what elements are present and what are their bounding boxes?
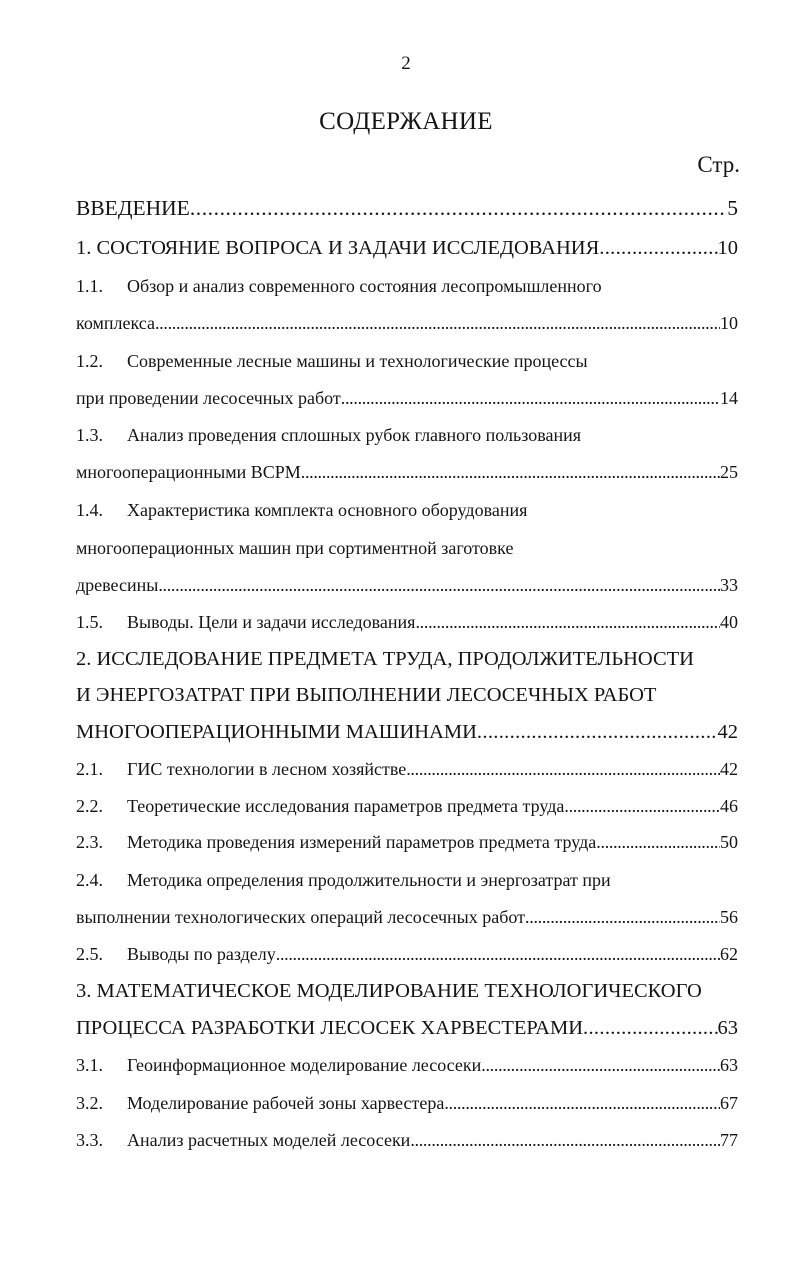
toc-entry-1-1-continued[interactable] bbox=[76, 307, 738, 339]
toc-entry-1-4-continued-2[interactable] bbox=[76, 569, 738, 601]
toc-entry-2-2[interactable] bbox=[76, 790, 738, 822]
toc-section-number: 1.5. bbox=[76, 612, 103, 632]
toc-page-number: 40 bbox=[720, 612, 738, 632]
toc-entry-2-4[interactable] bbox=[76, 864, 738, 896]
toc-entry-3-1[interactable] bbox=[76, 1049, 738, 1081]
toc-entry-chapter-2-continued[interactable] bbox=[76, 679, 738, 711]
toc-entry-chapter-2-continued-2[interactable] bbox=[76, 716, 738, 748]
toc-entry-text: комплекса bbox=[76, 313, 155, 333]
toc-entry-text: МНОГООПЕРАЦИОННЫМИ МАШИНАМИ bbox=[76, 721, 477, 743]
toc-entry-text: выполнении технологических операций лесосечных работ bbox=[76, 907, 526, 927]
toc-entry-chapter-2[interactable] bbox=[76, 643, 738, 675]
toc-entry-3-3[interactable] bbox=[76, 1124, 738, 1156]
toc-leader-dots bbox=[415, 606, 720, 638]
toc-entry-text: 2. ИССЛЕДОВАНИЕ ПРЕДМЕТА ТРУДА, ПРОДОЛЖИТЕЛЬНОСТИ bbox=[76, 648, 694, 670]
toc-section-number: 1.4. bbox=[76, 500, 103, 520]
toc-page-number: 33 bbox=[720, 575, 738, 595]
toc-entry-1-4[interactable] bbox=[76, 494, 738, 526]
toc-entry-chapter-1[interactable] bbox=[76, 232, 738, 264]
toc-entry-text: Моделирование рабочей зоны харвестера bbox=[127, 1093, 445, 1113]
toc-page-number: 10 bbox=[720, 313, 738, 333]
toc-section-number: 3.1. bbox=[76, 1055, 103, 1075]
toc-entry-2-5[interactable] bbox=[76, 938, 738, 970]
toc-entry-1-5[interactable] bbox=[76, 606, 738, 638]
toc-page-number: 63 bbox=[720, 1055, 738, 1075]
toc-section-number: 2.1. bbox=[76, 759, 103, 779]
toc-entry-text: Геоинформационное моделирование лесосеки bbox=[127, 1055, 482, 1075]
toc-page-number: 42 bbox=[717, 721, 738, 743]
toc-entry-text: ПРОЦЕССА РАЗРАБОТКИ ЛЕСОСЕК ХАРВЕСТЕРАМИ bbox=[76, 1017, 584, 1039]
toc-leader-dots bbox=[155, 307, 720, 339]
toc-section-number: 2.2. bbox=[76, 796, 103, 816]
toc-page-number: 14 bbox=[720, 388, 738, 408]
toc-section-number: 3.3. bbox=[76, 1130, 103, 1150]
toc-entry-chapter-3[interactable] bbox=[76, 975, 738, 1007]
toc-page-number: 67 bbox=[720, 1093, 738, 1113]
toc-entry-1-3[interactable] bbox=[76, 419, 738, 451]
toc-page-number: 42 bbox=[720, 759, 738, 779]
toc-entry-text: ВВЕДЕНИЕ bbox=[76, 196, 190, 220]
toc-leader-dots bbox=[444, 1087, 720, 1119]
toc-section-number: 2.5. bbox=[76, 944, 103, 964]
toc-leader-dots bbox=[564, 790, 720, 822]
toc-entry-2-1[interactable] bbox=[76, 753, 738, 785]
toc-entry-text: Обзор и анализ современного состояния лесопромышленного bbox=[127, 276, 602, 296]
pages-column-label: Стр. bbox=[697, 152, 740, 177]
toc-entry-text: 1. СОСТОЯНИЕ ВОПРОСА И ЗАДАЧИ ИССЛЕДОВАНИЯ bbox=[76, 237, 600, 259]
toc-page-number: 77 bbox=[720, 1130, 738, 1150]
toc-entry-text: многооперационных машин при сортиментной заготовке bbox=[76, 538, 514, 558]
toc-page-number: 46 bbox=[720, 796, 738, 816]
toc-section-number: 2.4. bbox=[76, 870, 103, 890]
toc-section-number: 1.3. bbox=[76, 425, 103, 445]
toc-entry-text: Выводы. Цели и задачи исследования bbox=[127, 612, 416, 632]
toc-leader-dots bbox=[599, 232, 717, 264]
toc-entry-1-2-continued[interactable] bbox=[76, 382, 738, 414]
toc-leader-dots bbox=[406, 753, 720, 785]
toc-leader-dots bbox=[276, 938, 720, 970]
toc-section-number: 1.1. bbox=[76, 276, 103, 296]
toc-section-number: 1.2. bbox=[76, 351, 103, 371]
toc-title: СОДЕРЖАНИЕ bbox=[319, 108, 493, 135]
toc-page-number: 63 bbox=[717, 1017, 738, 1039]
toc-leader-dots bbox=[190, 192, 727, 224]
toc-entry-text: Современные лесные машины и технологические процессы bbox=[127, 351, 588, 371]
toc-page-number: 10 bbox=[717, 237, 738, 259]
toc-entry-text: 3. МАТЕМАТИЧЕСКОЕ МОДЕЛИРОВАНИЕ ТЕХНОЛОГИЧЕСКОГО bbox=[76, 980, 702, 1002]
toc-leader-dots bbox=[525, 901, 720, 933]
toc-leader-dots bbox=[410, 1124, 720, 1156]
toc-entry-text: при проведении лесосечных работ bbox=[76, 388, 341, 408]
toc-entry-3-2[interactable] bbox=[76, 1087, 738, 1119]
toc-page-number: 62 bbox=[720, 944, 738, 964]
toc-page-number: 25 bbox=[720, 462, 738, 482]
toc-entry-text: Анализ расчетных моделей лесосеки bbox=[127, 1130, 411, 1150]
toc-entry-text: многооперационными ВСРМ bbox=[76, 462, 301, 482]
toc-leader-dots bbox=[596, 826, 720, 858]
toc-entry-text: Методика проведения измерений параметров предмета труда bbox=[127, 832, 597, 852]
page-number: 2 bbox=[401, 53, 411, 74]
toc-leader-dots bbox=[481, 1049, 720, 1081]
toc-leader-dots bbox=[301, 456, 720, 488]
toc-entry-chapter-3-continued[interactable] bbox=[76, 1012, 738, 1044]
toc-entry-text: Выводы по разделу bbox=[127, 944, 276, 964]
toc-section-number: 3.2. bbox=[76, 1093, 103, 1113]
toc-entry-2-4-continued[interactable] bbox=[76, 901, 738, 933]
toc-page-number: 50 bbox=[720, 832, 738, 852]
toc-entry-text: Теоретические исследования параметров предмета труда bbox=[127, 796, 565, 816]
toc-leader-dots bbox=[477, 716, 718, 748]
toc-page-number: 5 bbox=[727, 196, 738, 220]
toc-entry-introduction[interactable] bbox=[76, 192, 738, 224]
toc-leader-dots bbox=[158, 569, 720, 601]
toc-leader-dots bbox=[341, 382, 720, 414]
toc-entry-text: Анализ проведения сплошных рубок главного пользования bbox=[127, 425, 581, 445]
toc-page-number: 56 bbox=[720, 907, 738, 927]
toc-entry-1-1[interactable] bbox=[76, 270, 738, 302]
toc-entry-1-4-continued[interactable] bbox=[76, 532, 738, 564]
toc-entry-1-3-continued[interactable] bbox=[76, 456, 738, 488]
toc-entry-text: Характеристика комплекта основного оборудования bbox=[127, 500, 528, 520]
toc-leader-dots bbox=[583, 1012, 717, 1044]
toc-entry-2-3[interactable] bbox=[76, 826, 738, 858]
toc-entry-text: И ЭНЕРГОЗАТРАТ ПРИ ВЫПОЛНЕНИИ ЛЕСОСЕЧНЫХ РАБОТ bbox=[76, 684, 657, 706]
toc-entry-text: древесины bbox=[76, 575, 159, 595]
toc-entry-text: ГИС технологии в лесном хозяйстве bbox=[127, 759, 407, 779]
toc-entry-1-2[interactable] bbox=[76, 345, 738, 377]
toc-section-number: 2.3. bbox=[76, 832, 103, 852]
toc-entry-text: Методика определения продолжительности и энергозатрат при bbox=[127, 870, 611, 890]
